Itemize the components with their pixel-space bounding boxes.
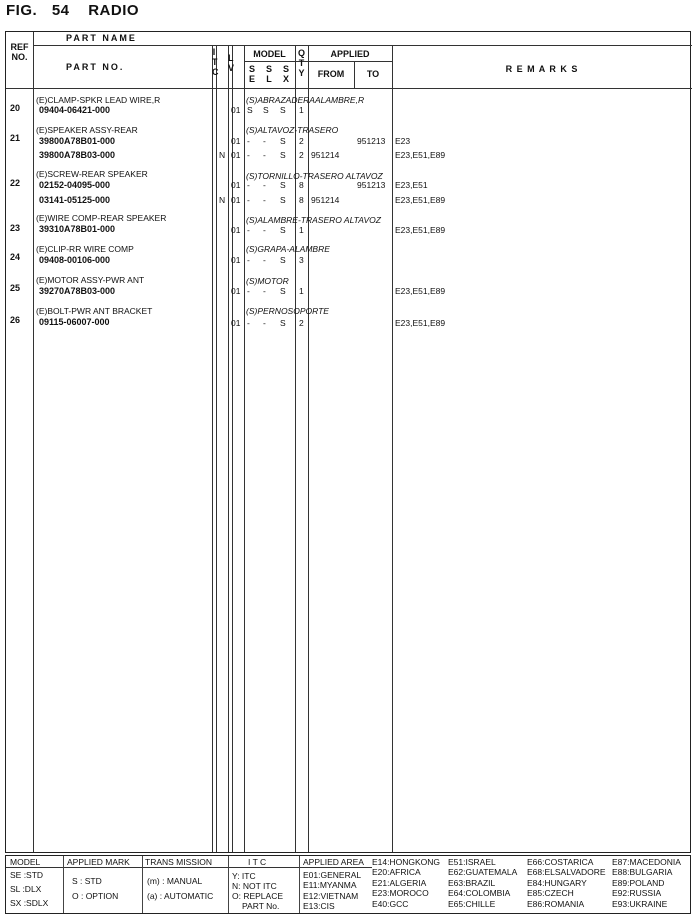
part-number: 09408-00106-000 xyxy=(39,255,111,265)
legend-itc-item: PART No. xyxy=(242,901,280,911)
legend-area-item: E63:BRAZIL xyxy=(448,878,496,888)
level: 01 xyxy=(231,105,241,115)
ref-number: 25 xyxy=(10,283,21,293)
model-sl: - xyxy=(263,318,266,328)
legend-area-item: E92:RUSSIA xyxy=(612,888,662,898)
figure-number: 54 xyxy=(51,2,70,19)
legend-divider xyxy=(299,856,300,913)
model-sl: - xyxy=(263,195,266,205)
legend-area-item: E93:UKRAINE xyxy=(612,899,668,909)
model-sx: S xyxy=(280,255,286,265)
legend-itc-item: Y: ITC xyxy=(232,871,256,881)
model-se: - xyxy=(247,255,250,265)
model-sx: S xyxy=(280,195,286,205)
col-divider xyxy=(392,46,393,852)
legend-area-item: E66:COSTARICA xyxy=(527,857,594,867)
model-se: S xyxy=(247,105,253,115)
part-name-spanish: (S)MOTOR xyxy=(246,276,289,286)
level: 01 xyxy=(231,225,241,235)
model-sl: - xyxy=(263,150,266,160)
legend-itc-item: N: NOT ITC xyxy=(232,881,277,891)
level: 01 xyxy=(231,195,241,205)
level: 01 xyxy=(231,286,241,296)
legend-area-item: E21:ALGERIA xyxy=(372,878,427,888)
level: 01 xyxy=(231,180,241,190)
part-number: 02152-04095-000 xyxy=(39,180,111,190)
model-sl: - xyxy=(263,286,266,296)
legend-area-item: E84:HUNGARY xyxy=(527,878,587,888)
ref-number: 26 xyxy=(10,315,21,325)
level: 01 xyxy=(231,318,241,328)
part-number: 39310A78B01-000 xyxy=(39,224,116,234)
header-line xyxy=(33,45,692,46)
model-sx: S xyxy=(280,286,286,296)
header-line xyxy=(244,61,392,62)
legend-trans-item: (m) : MANUAL xyxy=(147,876,203,886)
legend-trans-title: TRANS MISSION xyxy=(145,857,213,867)
quantity: 2 xyxy=(299,318,304,328)
figure-label: FIG. xyxy=(6,2,38,19)
legend-area-item: E88:BULGARIA xyxy=(612,867,673,877)
legend-area-item: E14:HONGKONG xyxy=(372,857,441,867)
to-header: TO xyxy=(366,69,380,79)
legend-area-item: E85:CZECH xyxy=(527,888,574,898)
legend-area-item: E86:ROMANIA xyxy=(527,899,585,909)
applied-to: 951213 xyxy=(357,180,386,190)
legend-area-item: E01:GENERAL xyxy=(303,870,362,880)
model-se: - xyxy=(247,195,250,205)
legend-applied-mark: S : STD xyxy=(72,876,102,886)
quantity: 1 xyxy=(299,225,304,235)
part-no-header: PART NO. xyxy=(66,62,125,72)
qty-header: Q T Y xyxy=(297,48,305,78)
part-number: 09115-06007-000 xyxy=(39,317,110,327)
figure-title xyxy=(6,2,139,19)
legend-divider xyxy=(63,856,64,913)
part-name-spanish: (S)TORNILLO-TRASERO ALTAVOZ xyxy=(246,171,383,181)
model-sx: S xyxy=(280,105,286,115)
legend-area-item: E12:VIETNAM xyxy=(303,891,359,901)
legend-applied-mark-title: APPLIED MARK xyxy=(67,857,130,867)
part-name-spanish: (S)PERNOSOPORTE xyxy=(246,306,329,316)
itc-mark: N xyxy=(219,195,226,205)
model-sl: S xyxy=(263,105,269,115)
model-sx: S xyxy=(280,150,286,160)
figure-name: RADIO xyxy=(88,2,140,19)
quantity: 8 xyxy=(299,180,304,190)
legend-area-item: E11:MYANMA xyxy=(303,880,357,890)
col-divider xyxy=(212,46,213,852)
part-name-header: PART NAME xyxy=(66,33,137,43)
quantity: 8 xyxy=(299,195,304,205)
part-name: (E)SCREW-REAR SPEAKER xyxy=(36,169,148,179)
remarks: E23,E51,E89 xyxy=(395,318,446,328)
ref-number: 20 xyxy=(10,103,21,113)
part-name-spanish: (S)ABRAZADERAALAMBRE,R xyxy=(246,95,365,105)
quantity: 3 xyxy=(299,255,304,265)
part-name-spanish: (S)ALTAVOZ-TRASERO xyxy=(246,125,339,135)
itc-mark: N xyxy=(219,150,226,160)
quantity: 1 xyxy=(299,105,304,115)
legend-model-item: SX :SDLX xyxy=(10,898,49,908)
legend-divider xyxy=(142,856,143,913)
applied-from: 951214 xyxy=(311,150,340,160)
legend-area-item: E40:GCC xyxy=(372,899,409,909)
legend-area-item: E13:CIS xyxy=(303,901,335,911)
remarks: E23,E51,E89 xyxy=(395,150,446,160)
model-se: - xyxy=(247,286,250,296)
part-number: 09404-06421-000 xyxy=(39,105,111,115)
model-sl: - xyxy=(263,136,266,146)
parts-table xyxy=(5,31,691,853)
part-number: 39800A78B03-000 xyxy=(39,150,116,160)
ref-number: 21 xyxy=(10,133,21,143)
col-divider xyxy=(295,46,296,852)
legend-applied-mark: O : OPTION xyxy=(72,891,119,901)
col-divider xyxy=(33,32,34,852)
header-bottom-line xyxy=(6,88,692,89)
part-name: (E)SPEAKER ASSY-REAR xyxy=(36,125,138,135)
legend-model-item: SL :DLX xyxy=(10,884,42,894)
model-sx: S xyxy=(280,136,286,146)
remarks-header: R E M A R K S xyxy=(505,64,579,74)
part-number: 39800A78B01-000 xyxy=(39,136,116,146)
level: 01 xyxy=(231,255,241,265)
ref-number: 24 xyxy=(10,252,21,262)
legend-model-item: SE :STD xyxy=(10,870,44,880)
ref-number: 22 xyxy=(10,178,21,188)
col-divider xyxy=(232,46,233,852)
model-sx: S xyxy=(280,180,286,190)
remarks: E23,E51,E89 xyxy=(395,195,446,205)
part-name: (E)MOTOR ASSY-PWR ANT xyxy=(36,275,145,285)
remarks: E23,E51,E89 xyxy=(395,286,446,296)
legend-area-item: E89:POLAND xyxy=(612,878,665,888)
legend-itc-title: I T C xyxy=(248,857,267,867)
quantity: 2 xyxy=(299,150,304,160)
legend-area-item: E20:AFRICA xyxy=(372,867,421,877)
legend-area-item: E65:CHILLE xyxy=(448,899,496,909)
col-divider xyxy=(244,46,245,852)
part-number: 39270A78B03-000 xyxy=(39,286,116,296)
col-divider xyxy=(216,46,217,852)
legend-area-item: E64:COLOMBIA xyxy=(448,888,511,898)
legend-area-item: E87:MACEDONIA xyxy=(612,857,681,867)
level: 01 xyxy=(231,150,241,160)
legend-area-title: APPLIED AREA xyxy=(303,857,364,867)
remarks: E23,E51,E89 xyxy=(395,225,446,235)
part-name: (E)BOLT-PWR ANT BRACKET xyxy=(36,306,153,316)
applied-to: 951213 xyxy=(357,136,386,146)
col-divider xyxy=(228,46,229,852)
part-name: (E)WIRE COMP-REAR SPEAKER xyxy=(36,213,167,223)
legend-model-title: MODEL xyxy=(10,857,41,867)
part-number: 03141-05125-000 xyxy=(39,195,111,205)
legend-divider xyxy=(228,856,229,913)
part-name: (E)CLIP-RR WIRE COMP xyxy=(36,244,134,254)
model-sx-header: S X xyxy=(282,64,289,84)
model-se-header: S E xyxy=(248,64,255,84)
legend-area-item: E23:MOROCO xyxy=(372,888,429,898)
ref-number: 23 xyxy=(10,223,21,233)
model-header: MODEL xyxy=(253,49,286,59)
part-name-spanish: (S)ALAMBRE-TRASERO ALTAVOZ xyxy=(246,215,381,225)
col-divider xyxy=(308,46,309,852)
model-sl: - xyxy=(263,180,266,190)
model-se: - xyxy=(247,136,250,146)
applied-from: 951214 xyxy=(311,195,340,205)
part-name-spanish: (S)GRAPA-ALAMBRE xyxy=(246,244,330,254)
part-name: (E)CLAMP-SPKR LEAD WIRE,R xyxy=(36,95,161,105)
remarks: E23,E51 xyxy=(395,180,428,190)
model-se: - xyxy=(247,318,250,328)
legend-trans-item: (a) : AUTOMATIC xyxy=(147,891,214,901)
legend-area-item: E62:GUATEMALA xyxy=(448,867,518,877)
applied-header: APPLIED xyxy=(330,49,370,59)
ref-no-header: REF NO. xyxy=(10,42,29,62)
legend-area-item: E68:ELSALVADORE xyxy=(527,867,606,877)
legend-itc-item: O: REPLACE xyxy=(232,891,284,901)
model-sl: - xyxy=(263,255,266,265)
quantity: 2 xyxy=(299,136,304,146)
model-se: - xyxy=(247,225,250,235)
legend-box xyxy=(5,855,691,914)
itc-header: I T C xyxy=(212,47,219,77)
level: 01 xyxy=(231,136,241,146)
lv-header: L V xyxy=(228,53,235,73)
legend-area-item: E51:ISRAEL xyxy=(448,857,496,867)
from-header: FROM xyxy=(317,69,345,79)
legend-header-line xyxy=(6,867,372,868)
model-se: - xyxy=(247,150,250,160)
remarks: E23 xyxy=(395,136,411,146)
model-sl: - xyxy=(263,225,266,235)
model-sx: S xyxy=(280,225,286,235)
model-sl-header: S L xyxy=(265,64,272,84)
model-sx: S xyxy=(280,318,286,328)
model-se: - xyxy=(247,180,250,190)
quantity: 1 xyxy=(299,286,304,296)
